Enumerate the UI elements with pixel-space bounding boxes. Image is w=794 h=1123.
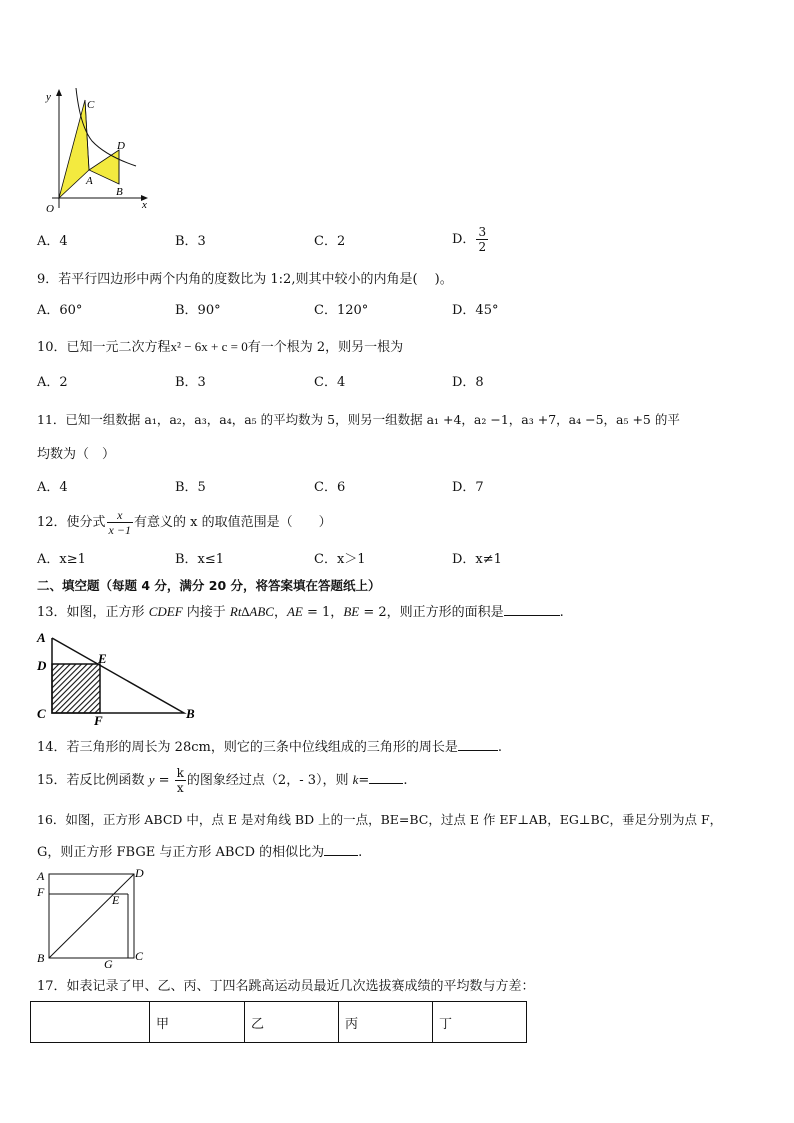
q9-option-c[interactable]: C．120° <box>314 303 369 318</box>
q13-mid2: ， <box>273 605 287 620</box>
label-c: C <box>37 706 46 721</box>
q10-equation: x² − 6x + c = 0 <box>170 339 248 354</box>
figure-inscribed-square <box>34 626 204 726</box>
q11-option-a[interactable]: A．4 <box>37 480 68 495</box>
label-a: A <box>86 175 93 187</box>
q8-option-c[interactable]: C．2 <box>314 234 346 249</box>
y-arrow <box>56 89 62 96</box>
q11-stem-line2: 均数为（ ） <box>37 447 116 462</box>
q11-option-c[interactable]: C．6 <box>314 480 346 495</box>
label-c: C <box>87 99 95 111</box>
label-y: y <box>46 91 51 103</box>
q15-end: . <box>403 773 408 788</box>
q12-option-a[interactable]: A．x≥1 <box>37 552 86 567</box>
section-2-title: 二、填空题（每题 4 分，满分 20 分，将答案填在答题纸上） <box>37 578 381 593</box>
q15-pre: 15．若反比例函数 <box>37 773 149 788</box>
q13-mid1: 内接于 <box>182 605 230 620</box>
q14-post: . <box>497 740 502 755</box>
q10-post: 有一个根为 2，则另一根为 <box>247 340 404 355</box>
q13-answer-blank[interactable] <box>504 603 560 616</box>
q15-post2: = <box>358 773 370 788</box>
q8-option-b[interactable]: B．3 <box>175 234 206 249</box>
label-f: F <box>37 885 45 899</box>
label-b: B <box>186 706 195 721</box>
q10-pre: 10．已知一元二次方程 <box>37 340 171 355</box>
q13-eq1: = 1， <box>302 605 344 620</box>
q15-answer-blank[interactable] <box>369 771 403 784</box>
q17-stem: 17．如表记录了甲、乙、丙、丁四名跳高运动员最近几次选拔赛成绩的平均数与方差： <box>37 979 535 994</box>
label-d: D <box>135 866 144 880</box>
label-a: A <box>37 630 46 645</box>
label-f: F <box>94 713 103 726</box>
q15-fraction: $\frac{k}{x}$ <box>176 766 184 795</box>
label-d: D <box>37 658 47 673</box>
q13-post: . <box>559 605 564 620</box>
q13-pre: 13．如图，正方形 <box>37 605 149 620</box>
q12-fraction: $\frac{x}{x -1}$ <box>108 508 131 537</box>
q12-post: 有意义的 x 的取值范围是（ ） <box>133 515 332 530</box>
q15-post: 的图象经过点（2，- 3），则 <box>186 773 353 788</box>
table-header-cell: 乙 <box>245 1002 339 1043</box>
q16-post: . <box>358 845 363 860</box>
label-x: x <box>142 199 147 211</box>
label-e: E <box>112 893 120 907</box>
q10-stem <box>37 338 403 357</box>
q8-option-d-fraction: $\frac{3}{2}$ <box>478 225 487 254</box>
q15-eq: = <box>154 773 174 788</box>
diagonal-bd <box>49 874 134 958</box>
q11-stem-line1: 11．已知一组数据 a₁，a₂，a₃，a₄，a₅ 的平均数为 5，则另一组数据 a₁ +4，a₂ −1，a₃ +7，a₄ −5，a₅ +5 的平 <box>37 412 680 427</box>
label-d: D <box>117 140 125 152</box>
table-header-cell: 甲 <box>150 1002 245 1043</box>
q14-text: 14．若三角形的周长为 28cm，则它的三条中位线组成的三角形的周长是 <box>37 740 458 755</box>
q15-k: k <box>352 772 359 787</box>
label-e: E <box>98 651 107 666</box>
q13-eq2: = 2，则正方形的面积是 <box>359 605 504 620</box>
q9-stem: 9．若平行四边形中两个内角的度数比为 1:2,则其中较小的内角是( )。 <box>37 272 453 287</box>
q12-pre: 12．使分式 <box>37 515 106 530</box>
q8-option-a[interactable]: A．4 <box>37 234 68 249</box>
q9-option-d[interactable]: D．45° <box>452 303 499 318</box>
label-b: B <box>116 186 123 198</box>
table-header-cell <box>31 1002 150 1043</box>
table-row <box>31 1002 527 1043</box>
q16-stem-line1: 16．如图，正方形 ABCD 中，点 E 是对角线 BD 上的一点，BE=BC，过点 E 作 EF⊥AB，EG⊥BC，垂足分别为点 F， <box>37 812 723 827</box>
q11-option-b[interactable]: B．5 <box>175 480 206 495</box>
q15-stem <box>37 762 407 799</box>
q13-triangle: Rt∆ABC <box>229 604 274 619</box>
q12-option-b[interactable]: B．x≤1 <box>175 552 225 567</box>
q13-square: CDEF <box>148 604 183 619</box>
q12-stem <box>37 506 332 540</box>
q16-stem-line2 <box>37 843 362 862</box>
q12-option-c[interactable]: C．x＞1 <box>314 552 366 567</box>
label-g: G <box>104 957 113 970</box>
q10-option-d[interactable]: D．8 <box>452 375 484 390</box>
q15-y: y <box>148 772 155 787</box>
q10-option-a[interactable]: A．2 <box>37 375 68 390</box>
figure-square-abcd <box>34 864 149 970</box>
figure-hyperbola-triangles <box>40 86 155 218</box>
q17-table <box>30 1001 527 1043</box>
q10-option-c[interactable]: C．4 <box>314 375 346 390</box>
table-header-cell: 丁 <box>433 1002 527 1043</box>
label-a: A <box>37 869 45 883</box>
label-c: C <box>135 949 144 963</box>
q13-be: BE <box>343 604 360 619</box>
q11-option-d[interactable]: D．7 <box>452 480 484 495</box>
q10-option-b[interactable]: B．3 <box>175 375 206 390</box>
q13-ae: AE <box>286 604 303 619</box>
q16-answer-blank[interactable] <box>324 843 358 856</box>
table-header-cell: 丙 <box>339 1002 433 1043</box>
q14-answer-blank[interactable] <box>458 738 498 751</box>
triangle-oca <box>59 100 89 198</box>
q14-stem <box>37 738 502 757</box>
q13-stem <box>37 603 564 622</box>
label-o: O <box>46 203 54 215</box>
q8-option-d-prefix: D． <box>452 232 476 247</box>
q9-option-b[interactable]: B．90° <box>175 303 221 318</box>
q8-option-d[interactable] <box>452 225 489 254</box>
q12-option-d[interactable]: D．x≠1 <box>452 552 502 567</box>
q16-line2-text: G，则正方形 FBGE 与正方形 ABCD 的相似比为 <box>37 845 325 860</box>
triangle-adb <box>89 150 119 184</box>
shaded-square-cdef <box>52 664 100 713</box>
q9-option-a[interactable]: A．60° <box>37 303 83 318</box>
label-b: B <box>37 951 45 965</box>
